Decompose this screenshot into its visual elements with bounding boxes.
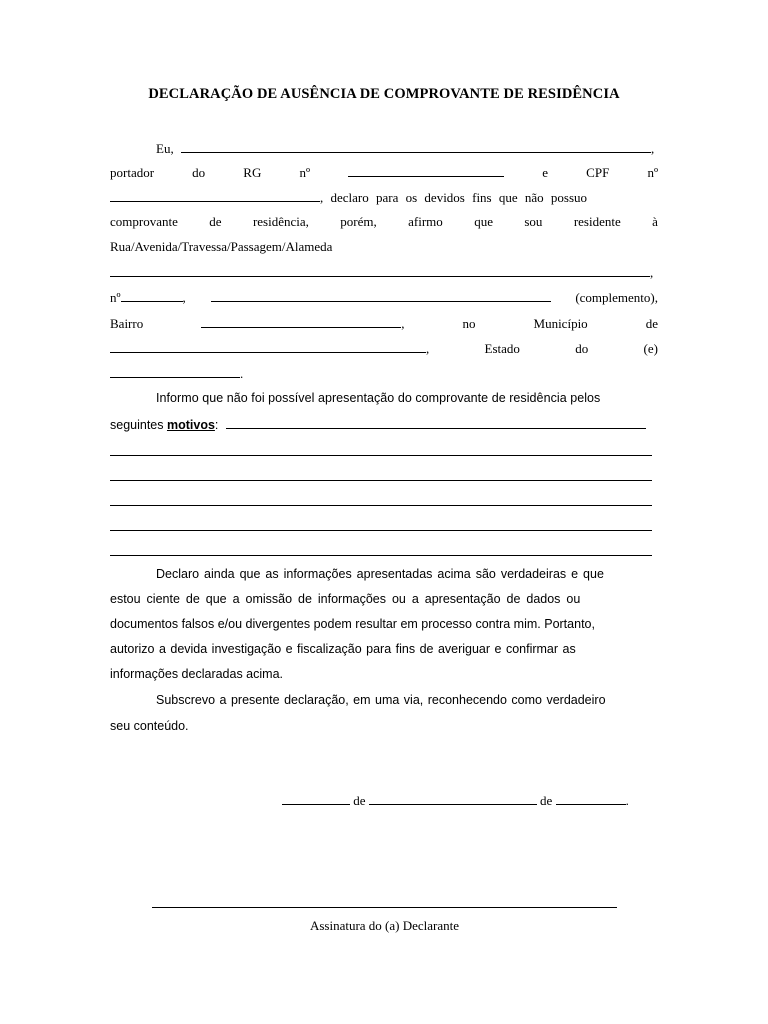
eu-label: Eu, [156, 141, 174, 156]
document-title: DECLARAÇÃO DE AUSÊNCIA DE COMPROVANTE DE RESIDÊNCIA [148, 86, 620, 102]
bairro-line [110, 315, 658, 331]
no-word-2: nº [647, 165, 658, 180]
rg-word: RG [243, 165, 262, 180]
year-blank[interactable] [556, 792, 626, 805]
word-sou: sou [524, 214, 543, 229]
municipio-blank[interactable] [110, 340, 426, 353]
word-a: à [652, 214, 658, 229]
no-label: no [462, 316, 476, 331]
date-period: . [625, 793, 629, 808]
comma-4: , [401, 316, 405, 331]
motivos-blank-2[interactable] [110, 455, 652, 456]
rg-cpf-line [110, 164, 658, 180]
motivos-blank-3[interactable] [110, 480, 652, 481]
cpf-word: CPF [586, 165, 610, 180]
subscrevo-line-2: seu conteúdo. [110, 719, 189, 733]
do-label: do [575, 341, 589, 356]
motivos-blank-5[interactable] [110, 530, 652, 531]
word-porem: porém, [340, 214, 377, 229]
numero-label: nº [110, 290, 121, 305]
estado-line [110, 365, 243, 381]
signature-line[interactable] [152, 907, 617, 908]
bairro-label: Bairro [110, 316, 144, 331]
seguintes-label: seguintes [110, 418, 167, 432]
word-afirmo: afirmo [408, 214, 443, 229]
cpf-line [110, 189, 658, 205]
number-line [110, 289, 658, 305]
municipio-line [110, 340, 658, 356]
e-word: e [542, 165, 549, 180]
declaro-text: , declaro para os devidos fins que não possuo [320, 190, 588, 205]
word-de: de [209, 214, 222, 229]
motivos-blank-4[interactable] [110, 505, 652, 506]
comprovante-line [110, 214, 658, 230]
municipio-label: Município [533, 316, 588, 331]
motivos-blank-1[interactable] [226, 416, 646, 429]
signature-label: Assinatura do (a) Declarante [309, 918, 460, 933]
bairro-group [201, 315, 404, 332]
declaro-ainda-line-3: documentos falsos e/ou divergentes podem resultar em processo contra mim. Portanto, [110, 617, 595, 631]
declaro-ainda-line-1: Declaro ainda que as informações apresentadas acima são verdadeiras e que [156, 567, 604, 581]
complement-blank[interactable] [211, 289, 551, 302]
comma-3: , [182, 290, 186, 305]
street-type-label: Rua/Avenida/Travessa/Passagem/Alameda [110, 239, 333, 254]
do-word: do [192, 165, 206, 180]
estado-label: Estado [484, 341, 520, 356]
motivos-blank-6[interactable] [110, 555, 652, 556]
period: . [240, 366, 244, 381]
comma-5: , [426, 341, 430, 356]
colon: : [214, 418, 219, 432]
comma: , [650, 141, 655, 156]
no-word: nº [299, 165, 311, 180]
street-line [110, 264, 658, 280]
declaro-ainda-line-4: autorizo a devida investigação e fiscalização para fins de averiguar e confirmar as [110, 642, 576, 656]
motivos-line [110, 416, 658, 432]
street-blank[interactable] [110, 264, 650, 277]
portador-word: portador [110, 165, 155, 180]
subscrevo-line-1: Subscrevo a presente declaração, em uma via, reconhecendo como verdadeiro [156, 693, 606, 707]
number-group [110, 289, 186, 306]
name-line [156, 140, 656, 156]
bairro-blank[interactable] [201, 315, 401, 328]
word-comprovante: comprovante [110, 214, 178, 229]
de-1: de [350, 793, 369, 808]
word-que: que [474, 214, 493, 229]
word-residencia: residência, [252, 214, 309, 229]
comma-2: , [650, 265, 654, 280]
complemento-label: (complemento), [575, 290, 658, 305]
e-paren-label: (e) [643, 341, 658, 356]
rg-blank[interactable] [348, 164, 504, 177]
declaro-ainda-line-5: informações declaradas acima. [110, 667, 283, 681]
cpf-blank[interactable] [110, 189, 320, 202]
name-blank[interactable] [181, 140, 651, 153]
municipio-group [110, 340, 429, 357]
month-blank[interactable] [369, 792, 537, 805]
day-blank[interactable] [282, 792, 350, 805]
date-line [282, 792, 629, 808]
declaro-ainda-line-2: estou ciente de que a omissão de informações ou a apresentação de dados ou [110, 592, 581, 606]
word-residente: residente [573, 214, 621, 229]
de-2: de [536, 793, 556, 808]
motivos-label: motivos [166, 418, 215, 432]
de-label: de [645, 316, 658, 331]
number-blank[interactable] [121, 289, 183, 302]
estado-blank[interactable] [110, 365, 240, 378]
informo-line: Informo que não foi possível apresentação do comprovante de residência pelos [156, 391, 601, 405]
